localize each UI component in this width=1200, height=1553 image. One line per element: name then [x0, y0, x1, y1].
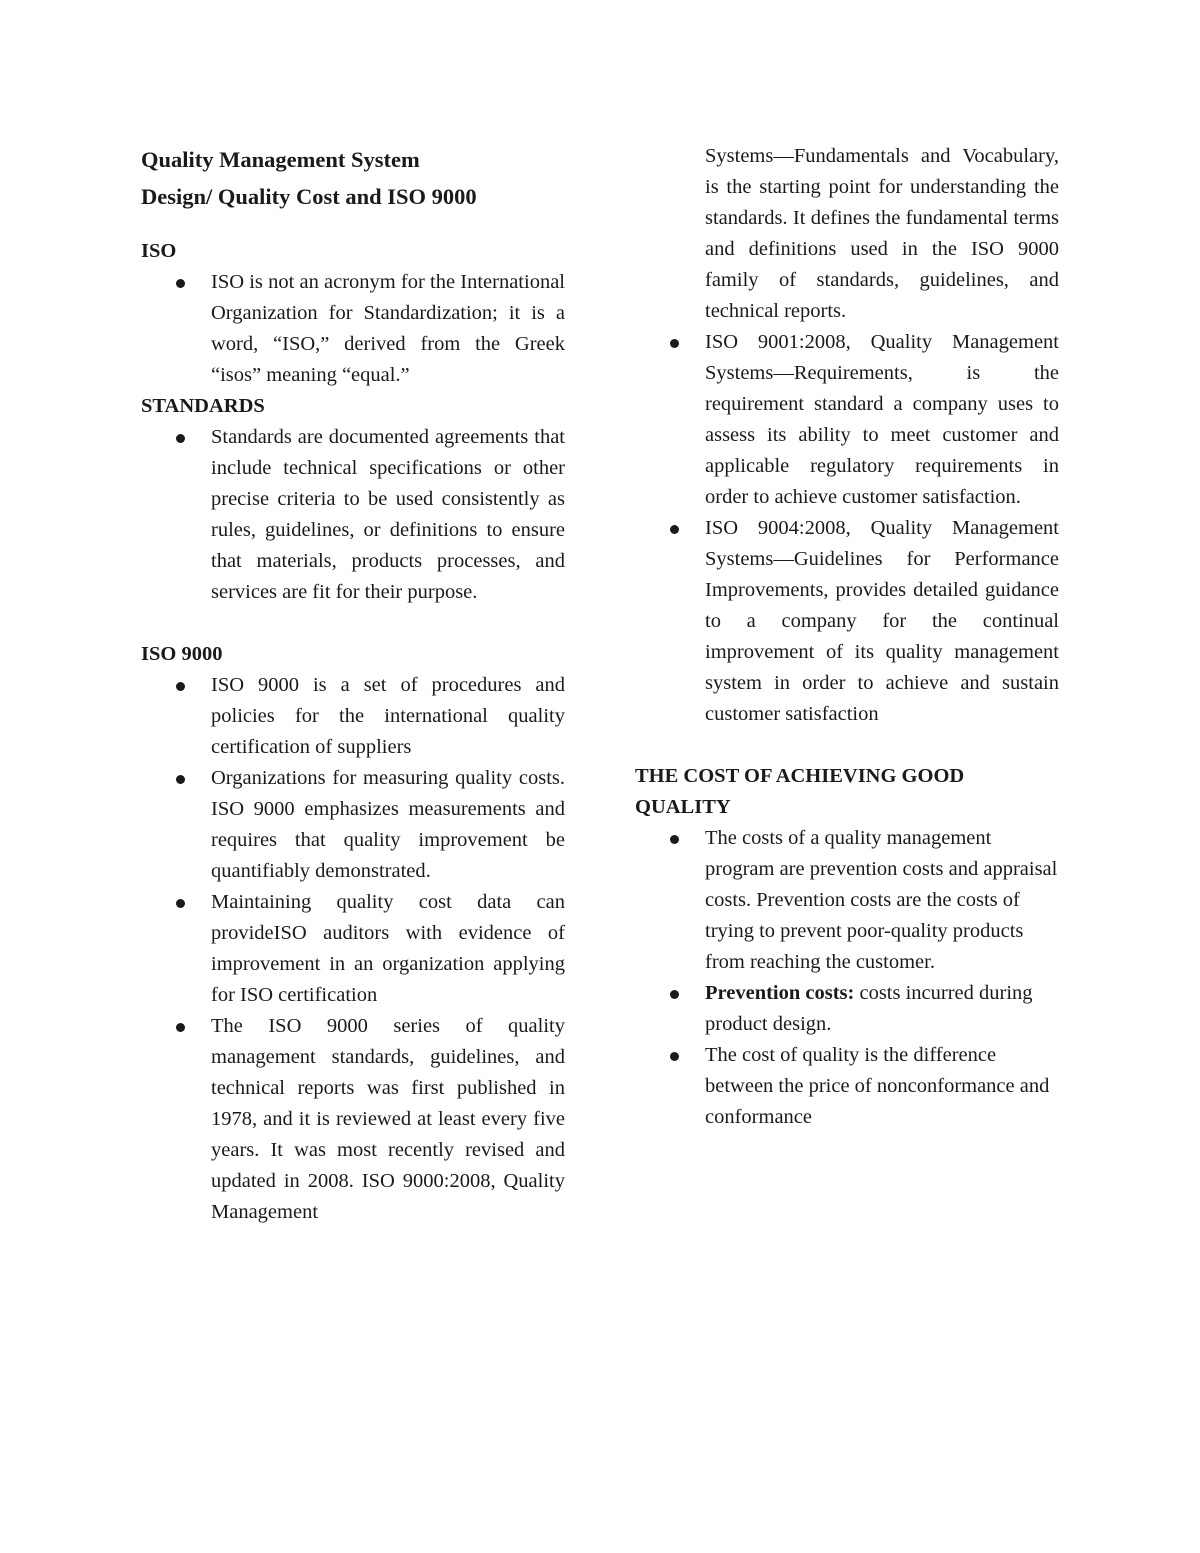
- bullet-icon: [176, 682, 185, 691]
- bullet-icon: [670, 525, 679, 534]
- bullet-icon: [670, 835, 679, 844]
- list-item-continuation: Systems—Fundamentals and Vocabulary, is the starting point for understanding the standards. It defines the fundamental terms and definitions used in the ISO 9000 family of standards, guidelines, and technical reports.: [705, 145, 1059, 322]
- list-item-text: costs incurred during product design.: [705, 982, 1033, 1035]
- list-item-text: The costs of a quality management program are prevention costs and appraisal costs. Prevention costs are the costs of trying to prevent poor-quality products from reaching the customer.: [705, 827, 1058, 973]
- bullet-icon: [670, 990, 679, 999]
- iso9000-list-continued: [635, 327, 1059, 730]
- bullet-icon: [176, 434, 185, 443]
- list-item-text: The cost of quality is the difference between the price of nonconformance and conformance: [705, 1044, 1050, 1128]
- list-item: [141, 1011, 565, 1228]
- bullet-icon: [176, 1023, 185, 1032]
- list-item-text: Organizations for measuring quality costs. ISO 9000 emphasizes measurements and requires that quality improvement be quantifiably demonstrated.: [211, 767, 565, 882]
- bullet-icon: [176, 899, 185, 908]
- bullet-icon: [670, 339, 679, 348]
- section-heading-cost-line2: QUALITY: [635, 796, 731, 818]
- list-item-text: Standards are documented agreements that include technical specifications or other precise criteria to be used consistently as rules, guidelines, or definitions to ensure that materials, products processes, and services are fit for their purpose.: [211, 426, 565, 603]
- iso-list: [141, 267, 565, 391]
- list-item: [635, 327, 1059, 513]
- list-item-text: ISO 9001:2008, Quality Management Systems—Requirements, is the requirement standard a company uses to assess its ability to meet customer and applicable regulatory requirements in order to achieve customer satisfaction.: [705, 331, 1059, 508]
- bullet-icon: [176, 279, 185, 288]
- prevention-costs-term: Prevention costs:: [705, 982, 855, 1004]
- list-item: [635, 978, 1059, 1040]
- section-heading-standards: STANDARDS: [141, 395, 265, 417]
- bullet-icon: [670, 1052, 679, 1061]
- cost-list: [635, 823, 1059, 1133]
- list-item-text: ISO 9004:2008, Quality Management Systems—Guidelines for Performance Improvements, provides detailed guidance to a company for the continual improvement of its quality management system in order to achieve and sustain customer satisfaction: [705, 517, 1059, 725]
- list-item: [141, 422, 565, 608]
- list-item: [635, 513, 1059, 730]
- list-item: [635, 1040, 1059, 1133]
- section-heading-iso: ISO: [141, 240, 177, 262]
- section-heading-iso9000: ISO 9000: [141, 643, 223, 665]
- list-item-text: Maintaining quality cost data can provideISO auditors with evidence of improvement in an organization applying for ISO certification: [211, 891, 565, 1006]
- list-item: [141, 670, 565, 763]
- list-item: [635, 823, 1059, 978]
- list-item-text: ISO is not an acronym for the International Organization for Standardization; it is a word, “ISO,” derived from the Greek “isos” meaning “equal.”: [211, 271, 565, 386]
- section-heading-cost-line1: THE COST OF ACHIEVING GOOD: [635, 765, 965, 787]
- right-column: [635, 141, 1059, 1133]
- iso9000-list: [141, 670, 565, 1228]
- standards-list: [141, 422, 565, 608]
- list-item: [141, 887, 565, 1011]
- document-title-line2: Design/ Quality Cost and ISO 9000: [141, 184, 477, 209]
- list-item: [141, 267, 565, 391]
- document-title-line1: Quality Management System: [141, 147, 420, 172]
- list-item-text: ISO 9000 is a set of procedures and policies for the international quality certification of suppliers: [211, 674, 565, 758]
- left-column: [141, 141, 565, 1228]
- list-item-text: The ISO 9000 series of quality management standards, guidelines, and technical reports was first published in 1978, and it is reviewed at least every five years. It was most recently revised and updated in 2008. ISO 9000:2008, Quality Management: [211, 1015, 565, 1223]
- list-item: [141, 763, 565, 887]
- bullet-icon: [176, 775, 185, 784]
